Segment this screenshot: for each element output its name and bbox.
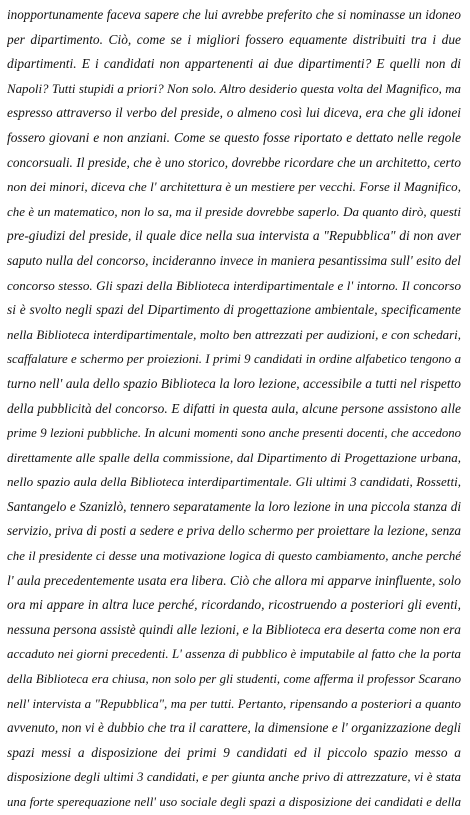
text-line: fossero giovani e non anziani. Come se questo fosse riportato e dettato nelle regole bbox=[7, 129, 461, 145]
text-line: una forte sperequazione nell' uso sociale degli spazi a disposizione dei candidati e della bbox=[7, 795, 461, 809]
text-line: scaffalature e schermo per proiezioni. I primi 9 candidati in ordine alfabetico tengono a bbox=[7, 352, 461, 367]
text-line: dipartimenti. E i candidati non appartenenti ai due dipartimenti? E quelli non di bbox=[7, 56, 461, 72]
text-line: servizio, priva di posti a sedere e priva dello schermo per proiettare la lezione, senza bbox=[7, 523, 461, 539]
text-line: l' aula precedentemente usata era libera. Ciò che allora mi apparve ininfluente, solo bbox=[7, 572, 461, 588]
text-line: concorso stesso. Gli spazi della Biblioteca interdipartimentale e l' intorno. Il concorso bbox=[7, 277, 461, 293]
text-line: nell' intervista a "Repubblica", ma per tutti. Pertanto, ripensando a posteriori a quanto bbox=[7, 696, 461, 711]
text-line: direttamente alle spalle della commissione, dal Dipartimento di Progettazione urbana, bbox=[7, 449, 461, 465]
text-line: non dei minori, diceva che l' architettura è un mestiere per vecchi. Forse il Magnifico, bbox=[7, 179, 461, 195]
text-line: ora mi appare in altra luce perché, ricordando, ricostruendo a posteriori gli eventi, bbox=[7, 597, 461, 613]
text-line: turno nell' aula dello spazio Biblioteca la loro lezione, accessibile a tutti nel rispetto bbox=[7, 375, 461, 391]
text-line: si è svolto negli spazi del Dipartimento di progettazione ambientale, specificamente bbox=[7, 302, 461, 318]
text-line: della pubblicità del concorso. E difatti in questa aula, alcune persone assistono alle bbox=[7, 400, 461, 416]
text-line: accaduto nei giorni precedenti. L' assenza di pubblico è imputabile al fatto che la porta bbox=[7, 647, 461, 662]
text-line: nessuna persona assistè quindi alle lezioni, e la Biblioteca era deserta come non era bbox=[7, 621, 461, 637]
text-line: per dipartimento. Ciò, come se i migliori fossero equamente distribuiti tra i due bbox=[7, 31, 461, 47]
text-line: prime 9 lezioni pubbliche. In alcuni momenti sono anche presenti docenti, che accedono bbox=[7, 426, 461, 441]
text-line: della Biblioteca era chiusa, non solo per gli studenti, come afferma il professor Scarano bbox=[7, 672, 461, 687]
text-line: Santangelo e Szanizlò, tennero separatamente la loro lezione in una piccola stanza di bbox=[7, 498, 461, 514]
text-line: Napoli? Tutti stupidi a priori? Non solo. Altro desiderio questa volta del Magnifico, ma bbox=[7, 81, 461, 96]
document-page bbox=[7, 3, 461, 815]
text-line: saputo nulla del concorso, incideranno invece in maniera pesantissima sull' esito del bbox=[7, 252, 461, 268]
text-line: concorsuali. Il preside, che è uno storico, dovrebbe ricordare che un architetto, certo bbox=[7, 154, 461, 170]
text-line: che il presidente ci desse una motivazione logica di questo cambiamento, anche perché bbox=[7, 548, 461, 564]
text-line: nello spazio aula della Biblioteca interdipartimentale. Gli ultimi 3 candidati, Rossetti, bbox=[7, 474, 461, 490]
text-line: che è un matematico, non lo sa, ma il preside dovrebbe saperlo. Da quanto dirò, questi bbox=[7, 203, 461, 219]
text-line: avvenuto, non vi è dubbio che tra il carattere, la dimensione e l' organizzazione degli bbox=[7, 720, 461, 736]
text-line: disposizione degli ultimi 3 candidati, e per giunta anche privo di attrezzature, vi è stata bbox=[7, 769, 461, 785]
text-line: spazi messi a disposizione dei primi 9 candidati ed il piccolo spazio messo a bbox=[7, 744, 461, 760]
text-line: espresso attraverso il verbo del preside, o almeno così lui diceva, era che gli idonei bbox=[7, 105, 461, 121]
text-line: nella Biblioteca interdipartimentale, molto ben attrezzati per audizioni, e con schedari, bbox=[7, 326, 461, 342]
text-line: pre-giudizi del preside, il quale dice nella sua intervista a "Repubblica" di non aver bbox=[7, 228, 461, 244]
text-line: inopportunamente faceva sapere che lui avrebbe preferito che si nominasse un idoneo bbox=[7, 7, 461, 22]
